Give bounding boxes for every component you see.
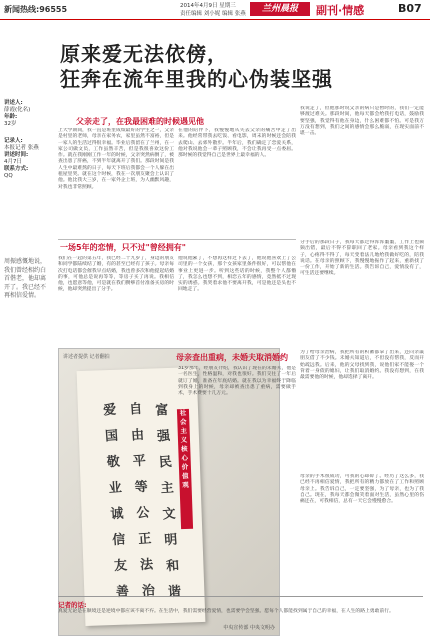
photo-caption: 讲述者提供 记者翻拍 xyxy=(63,354,110,360)
date-label: 讲述时间: xyxy=(4,152,29,158)
recorder-label: 记录人: xyxy=(4,138,23,144)
headline-line-2: 狂奔在流年里我的心伪装坚强 xyxy=(60,67,333,91)
section-3-heading: 母亲查出重病，未婚夫取消婚约 xyxy=(176,353,288,362)
hotline: 新闻热线:96555 xyxy=(4,5,68,14)
headline-line-1: 原来爱无法依傍， xyxy=(60,42,228,66)
section-1-column-3: 我说走了，但他那时说父亲的病只是暂时的，我们一定能够渡过难关。那段时间，他每天都会给我打电话，鼓励我要坚强，我觉得有他在身边，什么困难都不怕。可是我万万没有想到，我们之间的感情会那么脆弱，在现实面前不堪一击。 xyxy=(300,106,424,137)
contact-label: 联系方式: xyxy=(4,166,29,172)
recorder-value: 本报记者 张燕 xyxy=(4,145,39,151)
section-1-column-1: 上大学期间，我一直是班里成绩最好的学生之一，父亲是村里的老师，母亲在家务农，家里虽然不富裕，但是一家人的生活过得很幸福。毕业后我留在了兰州，在一家公司做文员，工作虽然辛苦，但是我很喜欢这份工作。就在我刚刚工作一年的时候，父亲突然病倒了，被查出患了肝癌，不到半年就离开了我们。那段时间是我人生中最难熬的日子，每天下班后我都会一个人躲在出租屋里哭。就在这个时候，我在一次朋友聚会上认识了他。他比我大三岁，在一家外企上班，为人幽默风趣，对我也非常照顾。 xyxy=(58,128,174,190)
section-name: 副刊·情感 xyxy=(316,4,365,17)
section-divider-1 xyxy=(58,239,296,240)
section-3-column-2: 为了给母亲治病，我把所有的积蓄都拿了出来，还向亲戚朋友借了不少钱。未婚夫知道后，不但没有帮我，反而开始疏远我。后来，他的父母找到我，说他们家不能娶一个背着一身债的媳妇，让我们取消婚约。我没有想到，在我最需要他的时候，他却选择了离开。 xyxy=(300,350,424,381)
section-2-heading: 一场5年的恋情，只不过"曾经拥有" xyxy=(60,243,186,252)
editor-note xyxy=(58,596,423,636)
page-number: B07 xyxy=(398,2,422,15)
section-2-column-2: 他说他累了，不想再这样过下去了，他说他喜欢上了公司里的一个女孩，那个女孩家里条件很好，可以帮他在事业上更进一步。听到这些话的时候，我整个人都懵了，我怎么也想不到，相恋五年的感情，竟然抵不过现实的诱惑。我哭着求他不要离开我，可是他还是头也不回地走了。 xyxy=(178,256,296,293)
age-value: 32岁 xyxy=(4,121,17,127)
story-intro: 周振感慨地说，我们曾经相约白首偕老，他却离开了。我已经不再相信爱情。 xyxy=(4,258,47,299)
red-banner-text: 社会主义核心价值观 xyxy=(179,408,189,490)
section-2-column-1: 我们在一起的第五年，我已经二十九岁了，身边的朋友和同学都陆续结了婚，有的甚至已经有了孩子。母亲每次打电话都会催我早点结婚，我也曾多次和他提起结婚的事，可他总是说再等等，等房子买了再说。我相信他，也愿意等他，可是就在我们攒够首付准备买房的时候，他却突然提出了分手。 xyxy=(58,256,174,293)
header-staff: 责任编辑 刘小妮 编辑 张燕 xyxy=(180,11,246,17)
page-header xyxy=(0,0,430,20)
calligraphy-column-1: 富强民主文明和谐 xyxy=(154,402,182,601)
recorder-block xyxy=(4,138,48,180)
editor-note-title: 记者的话: xyxy=(58,601,87,609)
date-value: 4月7日 xyxy=(4,159,22,165)
section-3-column-3: 母亲的手术很成功，可我的心却碎了。经历了这么多，我已经不再相信爱情，我把所有的精力都放在了工作和照顾母亲上。我告诉自己，一定要坚强，为了母亲，也为了我自己。现在，我每天都会微笑着面对生活，虽然心里的伤痛还在，可我相信，总有一天它会慢慢愈合。 xyxy=(300,474,424,505)
section-2-column-3: 分手后的那段日子，我每天都过得浑浑噩噩，工作上也频频出错，最后不得不辞职回了老家。母亲看到我这个样子，心疼得不得了，每天变着法儿地给我做好吃的，陪我说话。在母亲的照顾下，我慢慢地振作了起来，重新找了一份工作，开始了新的生活。我告诉自己，爱情没有了，可生活还要继续。 xyxy=(300,240,424,277)
section-3-column-1: 31岁那年，经朋友介绍，我认识了现在的未婚夫，他是一名医生，性格温和，对我也很好。我们交往了一年后就订了婚，准备在年底结婚。就在我以为幸福终于降临到我身上的时候，母亲却被查出患了重病，需要做手术，手术费要十几万元。 xyxy=(178,366,296,397)
narrator-label: 讲述人: xyxy=(4,100,23,106)
narrator-block xyxy=(4,100,48,128)
header-meta xyxy=(180,2,246,18)
narrator-value: 薛霞(化名) xyxy=(4,107,31,113)
header-date: 2014年4月9日 星期三 xyxy=(180,3,236,9)
story-info-sidebar xyxy=(4,100,48,190)
newspaper-logo: 兰州晨报 xyxy=(250,2,310,16)
scroll-credit: 中央宣传部 中央文明办 xyxy=(223,625,275,631)
calligraphy-column-2: 自由平等公正法治 xyxy=(128,401,156,600)
section-1-column-2: 在他的陪伴下，我慢慢地从失去父亲的痛苦中走了出来。他经常带我去吃饭、看电影，周末的时候还会陪我去爬山、去郊外散步。半年后，我们确定了恋爱关系，他对我说他会一辈子照顾我，不会让我再受一点委屈。那时候的我觉得自己是世界上最幸福的人。 xyxy=(178,128,296,159)
age-label: 年龄: xyxy=(4,114,18,120)
calligraphy-column-3: 爱国敬业诚信友善 xyxy=(102,402,130,601)
contact-value: QQ xyxy=(4,173,13,179)
headline-area xyxy=(0,30,430,91)
section-1-heading: 父亲走了，在我最困难的时候遇见他 xyxy=(76,117,204,126)
editor-note-text: 真爱无论是在顺境还是逆境中都应该不离不弃。在生活中，我们需要经营爱情，也需要学会坚强。愿每个人都能找到属于自己的幸福，在人生的路上勇敢前行。 xyxy=(58,609,394,614)
